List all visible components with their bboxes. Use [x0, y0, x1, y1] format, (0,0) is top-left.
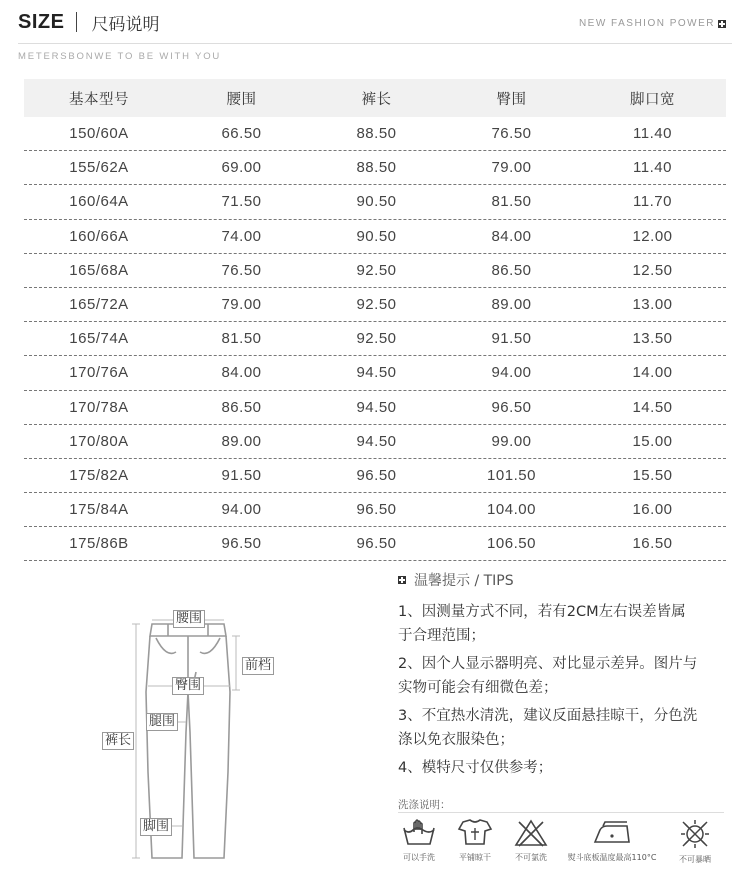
- table-cell: 88.50: [356, 159, 397, 177]
- table-cell: 76.50: [491, 125, 532, 143]
- hip-label: 臀围: [172, 677, 204, 695]
- page-subtitle: 尺码说明: [91, 14, 160, 35]
- table-cell: 96.50: [221, 535, 262, 553]
- table-cell: 94.00: [221, 501, 262, 519]
- table-row: [24, 117, 726, 151]
- table-cell: 16.50: [632, 535, 673, 553]
- table-cell: 94.50: [356, 432, 397, 450]
- no-bleach-icon: [513, 818, 549, 848]
- thigh-label: 腿围: [146, 713, 178, 731]
- tip-item: 1、因测量方式不同，若有2CM左右误差皆属于合理范围；: [398, 604, 686, 644]
- plus-square-icon: [718, 20, 726, 28]
- table-cell: 175/86B: [69, 535, 129, 553]
- brand-slogan: [579, 18, 726, 29]
- table-cell: 170/80A: [69, 432, 129, 450]
- table-cell: 92.50: [356, 330, 397, 348]
- table-cell: 12.00: [632, 227, 673, 245]
- table-row: [24, 527, 726, 561]
- header-cell: 脚口宽: [630, 91, 675, 108]
- plus-square-icon: [398, 576, 406, 584]
- table-cell: 81.50: [491, 193, 532, 211]
- length-label: 裤长: [102, 732, 134, 750]
- table-row: [24, 459, 726, 493]
- table-row: [24, 185, 726, 219]
- brand-slogan-text: NEW FASHION POWER: [578, 18, 715, 29]
- header-cell: 裤长: [361, 91, 392, 108]
- table-cell: 101.50: [487, 466, 536, 484]
- table-cell: 165/68A: [69, 261, 129, 279]
- table-cell: 88.50: [356, 125, 397, 143]
- table-cell: 76.50: [221, 261, 262, 279]
- no-sun-dry-icon: [677, 818, 713, 850]
- table-cell: 150/60A: [69, 125, 129, 143]
- table-cell: 86.50: [491, 261, 532, 279]
- wash-item-no-sun: [670, 818, 720, 865]
- table-cell: 170/78A: [69, 398, 129, 416]
- table-cell: 96.50: [356, 466, 397, 484]
- table-cell: 84.00: [491, 227, 532, 245]
- waist-label: 腰围: [173, 610, 205, 628]
- table-cell: 14.00: [632, 364, 673, 382]
- table-cell: 79.00: [491, 159, 532, 177]
- table-cell: 11.70: [633, 193, 672, 211]
- wash-caption: 平铺晾干: [459, 853, 491, 862]
- table-cell: 165/72A: [69, 296, 129, 314]
- table-header: [24, 79, 726, 117]
- table-cell: 86.50: [221, 398, 262, 416]
- tip-item: 4、模特尺寸仅供参考；: [398, 760, 553, 776]
- table-cell: 96.50: [356, 535, 397, 553]
- table-cell: 84.00: [221, 364, 262, 382]
- table-cell: 71.50: [221, 193, 262, 211]
- table-row: [24, 288, 726, 322]
- table-cell: 91.50: [221, 466, 262, 484]
- wash-divider: [398, 812, 724, 813]
- tips-title-text: 温馨提示 / TIPS: [414, 573, 514, 589]
- table-cell: 81.50: [221, 330, 262, 348]
- table-row: [24, 391, 726, 425]
- wash-item-iron: [562, 818, 662, 863]
- table-cell: 94.50: [356, 398, 397, 416]
- table-row: [24, 151, 726, 185]
- table-cell: 14.50: [632, 398, 673, 416]
- lay-flat-dry-icon: [457, 818, 493, 848]
- brand-tagline: METERSBONWE TO BE WITH YOU: [18, 51, 222, 62]
- table-cell: 94.00: [491, 364, 532, 382]
- tip-item: 2、因个人显示器明亮、对比显示差异。图片与实物可能会有细微色差；: [398, 656, 698, 696]
- table-cell: 170/76A: [69, 364, 129, 382]
- table-cell: 90.50: [356, 193, 397, 211]
- wash-item-no-bleach: [506, 818, 556, 863]
- table-cell: 15.50: [632, 466, 673, 484]
- table-cell: 104.00: [487, 501, 536, 519]
- table-cell: 66.50: [221, 125, 262, 143]
- wash-item-hand: [394, 818, 444, 863]
- size-table: [24, 79, 726, 561]
- table-cell: 89.00: [491, 296, 532, 314]
- table-cell: 92.50: [356, 296, 397, 314]
- table-cell: 165/74A: [69, 330, 129, 348]
- table-cell: 11.40: [633, 159, 672, 177]
- table-cell: 12.50: [632, 261, 673, 279]
- table-cell: 99.00: [491, 432, 532, 450]
- table-cell: 11.40: [633, 125, 672, 143]
- header-cell: 臀围: [496, 91, 527, 108]
- table-cell: 96.50: [356, 501, 397, 519]
- table-cell: 160/66A: [69, 227, 129, 245]
- table-cell: 13.00: [632, 296, 673, 314]
- table-cell: 79.00: [221, 296, 262, 314]
- table-cell: 96.50: [491, 398, 532, 416]
- table-row: [24, 254, 726, 288]
- wash-instructions: [392, 818, 722, 878]
- table-cell: 74.00: [221, 227, 262, 245]
- front-rise-label: 前档: [242, 657, 274, 675]
- title-divider: [76, 12, 77, 32]
- tips-list: [398, 600, 698, 784]
- wash-label: 洗涤说明：: [398, 799, 451, 811]
- table-row: [24, 356, 726, 390]
- table-cell: 160/64A: [69, 193, 129, 211]
- hem-label: 脚围: [140, 818, 172, 836]
- tip-item: 3、不宜热水清洗，建议反面悬挂晾干，分色洗涤以免衣服染色；: [398, 708, 698, 748]
- wash-caption: 不可暴晒: [679, 855, 711, 864]
- table-cell: 89.00: [221, 432, 262, 450]
- table-cell: 69.00: [221, 159, 262, 177]
- wash-caption: 熨斗底板温度最高110°C: [567, 853, 657, 862]
- table-row: [24, 322, 726, 356]
- wash-caption: 可以手洗: [403, 853, 435, 862]
- table-cell: 155/62A: [69, 159, 129, 177]
- table-cell: 106.50: [487, 535, 536, 553]
- table-row: [24, 220, 726, 254]
- table-cell: 175/82A: [69, 466, 129, 484]
- table-cell: 175/84A: [69, 501, 129, 519]
- pants-diagram: [96, 592, 282, 872]
- table-cell: 13.50: [632, 330, 673, 348]
- table-cell: 15.00: [632, 432, 673, 450]
- table-body: [24, 117, 726, 561]
- table-cell: 92.50: [356, 261, 397, 279]
- hand-wash-icon: [401, 818, 437, 848]
- wash-caption: 不可氯洗: [515, 853, 547, 862]
- header-divider: [18, 43, 732, 44]
- wash-item-flat-dry: [450, 818, 500, 863]
- tips-title: [398, 570, 514, 590]
- table-cell: 16.00: [632, 501, 673, 519]
- table-cell: 90.50: [356, 227, 397, 245]
- table-cell: 94.50: [356, 364, 397, 382]
- iron-icon: [591, 818, 633, 848]
- header-cell: 基本型号: [69, 91, 129, 108]
- table-row: [24, 425, 726, 459]
- table-cell: 91.50: [491, 330, 532, 348]
- header: [18, 8, 159, 36]
- header-cell: 腰围: [226, 91, 257, 108]
- page-title: SIZE: [18, 10, 65, 33]
- table-row: [24, 493, 726, 527]
